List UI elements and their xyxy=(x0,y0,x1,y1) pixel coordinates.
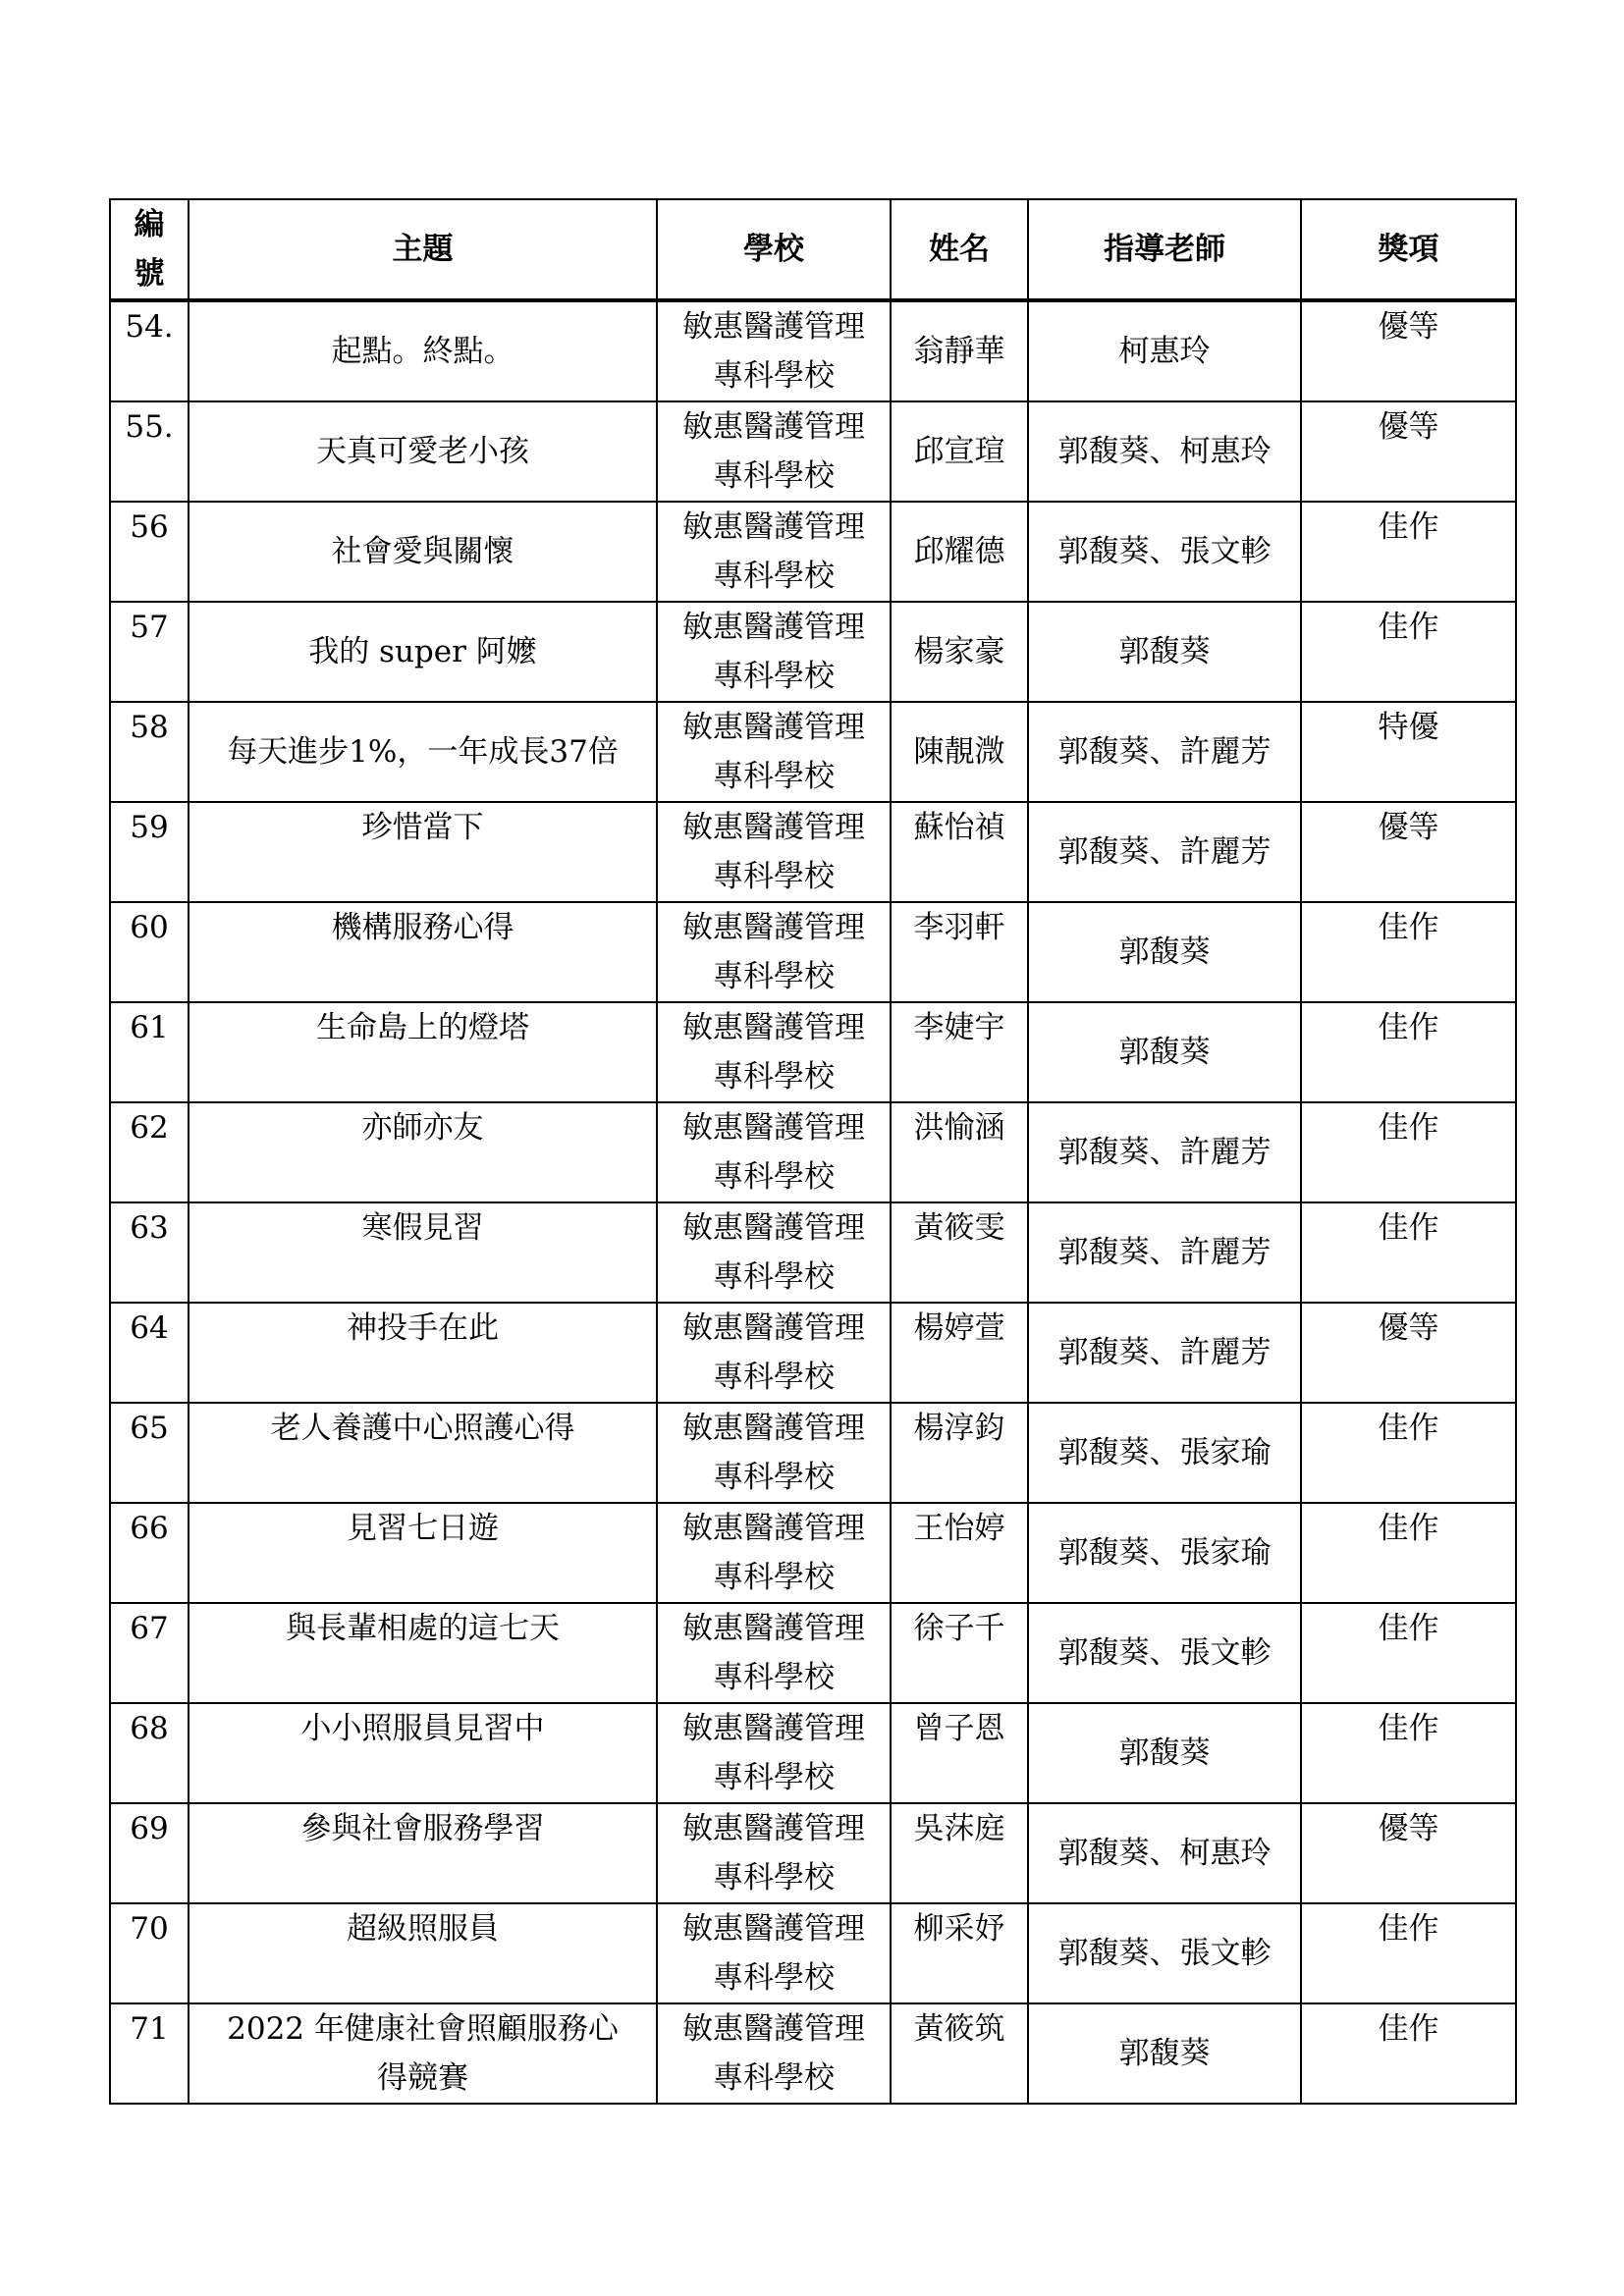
cell-student-name: 黃筱雯 xyxy=(891,1202,1028,1303)
cell-award: 佳作 xyxy=(1301,1503,1516,1603)
table-row xyxy=(110,1303,1516,1403)
cell-student-name: 楊淳鈞 xyxy=(891,1403,1028,1503)
cell-student-name: 楊婷萱 xyxy=(891,1303,1028,1403)
table-row xyxy=(110,1603,1516,1703)
cell-award: 佳作 xyxy=(1301,1102,1516,1202)
cell-topic: 老人養護中心照護心得 xyxy=(189,1403,657,1503)
cell-topic: 起點。終點。 xyxy=(189,300,657,401)
cell-number: 68 xyxy=(110,1703,189,1803)
cell-number: 66 xyxy=(110,1503,189,1603)
cell-award: 佳作 xyxy=(1301,1603,1516,1703)
cell-award: 佳作 xyxy=(1301,602,1516,702)
cell-school xyxy=(657,902,891,1002)
cell-school xyxy=(657,1803,891,1903)
cell-school-line2: 專科學校 xyxy=(713,1860,835,1896)
table-row xyxy=(110,300,1516,401)
cell-school xyxy=(657,300,891,401)
header-school: 學校 xyxy=(657,199,891,300)
cell-number: 64 xyxy=(110,1303,189,1403)
cell-school-line2: 專科學校 xyxy=(713,358,835,394)
cell-student-name: 蘇怡禎 xyxy=(891,802,1028,902)
cell-school-line1: 敏惠醫護管理 xyxy=(682,1310,865,1346)
cell-school xyxy=(657,1403,891,1503)
table-row xyxy=(110,902,1516,1002)
cell-topic: 超級照服員 xyxy=(189,1903,657,2003)
cell-student-name: 吳莯庭 xyxy=(891,1803,1028,1903)
cell-school-line2: 專科學校 xyxy=(713,1259,835,1295)
cell-school-line2: 專科學校 xyxy=(713,559,835,594)
cell-school-line1: 敏惠醫護管理 xyxy=(682,509,865,545)
cell-school-line2: 專科學校 xyxy=(713,1059,835,1095)
cell-number: 62 xyxy=(110,1102,189,1202)
table-row xyxy=(110,1803,1516,1903)
cell-award: 佳作 xyxy=(1301,1202,1516,1303)
cell-teacher: 郭馥葵、柯惠玲 xyxy=(1028,401,1301,502)
cell-topic: 小小照服員見習中 xyxy=(189,1703,657,1803)
cell-number: 61 xyxy=(110,1002,189,1102)
cell-school-line2: 專科學校 xyxy=(713,1660,835,1695)
cell-teacher: 郭馥葵、張文軫 xyxy=(1028,502,1301,602)
cell-student-name: 徐子千 xyxy=(891,1603,1028,1703)
cell-student-name: 曾子恩 xyxy=(891,1703,1028,1803)
table-row xyxy=(110,1503,1516,1603)
cell-school-line1: 敏惠醫護管理 xyxy=(682,1811,865,1846)
cell-school-line1: 敏惠醫護管理 xyxy=(682,1110,865,1146)
cell-student-name: 李羽軒 xyxy=(891,902,1028,1002)
cell-school-line2: 專科學校 xyxy=(713,1560,835,1595)
header-row xyxy=(110,199,1516,300)
table-header xyxy=(110,199,1516,300)
table-row xyxy=(110,802,1516,902)
cell-school-line1: 敏惠醫護管理 xyxy=(682,1611,865,1646)
cell-teacher: 郭馥葵 xyxy=(1028,1002,1301,1102)
cell-school xyxy=(657,602,891,702)
cell-number: 65 xyxy=(110,1403,189,1503)
cell-school-line1: 敏惠醫護管理 xyxy=(682,1010,865,1045)
cell-teacher: 郭馥葵、許麗芳 xyxy=(1028,1202,1301,1303)
cell-award: 佳作 xyxy=(1301,502,1516,602)
cell-student-name: 李婕宇 xyxy=(891,1002,1028,1102)
cell-topic: 寒假見習 xyxy=(189,1202,657,1303)
cell-topic: 天真可愛老小孩 xyxy=(189,401,657,502)
cell-student-name: 黃筱筑 xyxy=(891,2003,1028,2104)
cell-school-line2: 專科學校 xyxy=(713,759,835,794)
cell-school xyxy=(657,502,891,602)
header-number xyxy=(110,199,189,300)
cell-school-line1: 敏惠醫護管理 xyxy=(682,1210,865,1246)
cell-school xyxy=(657,802,891,902)
header-topic: 主題 xyxy=(189,199,657,300)
cell-school xyxy=(657,702,891,802)
cell-student-name: 翁靜華 xyxy=(891,300,1028,401)
cell-school xyxy=(657,1703,891,1803)
cell-award: 佳作 xyxy=(1301,1903,1516,2003)
header-name: 姓名 xyxy=(891,199,1028,300)
cell-school-line2: 專科學校 xyxy=(713,859,835,894)
cell-teacher: 郭馥葵、許麗芳 xyxy=(1028,702,1301,802)
cell-number: 71 xyxy=(110,2003,189,2104)
cell-teacher: 郭馥葵、許麗芳 xyxy=(1028,802,1301,902)
header-number-line2: 號 xyxy=(134,256,165,292)
cell-topic: 參與社會服務學習 xyxy=(189,1803,657,1903)
cell-topic: 與長輩相處的這七天 xyxy=(189,1603,657,1703)
cell-school xyxy=(657,1603,891,1703)
cell-school xyxy=(657,1002,891,1102)
cell-award: 優等 xyxy=(1301,1303,1516,1403)
cell-number: 55. xyxy=(110,401,189,502)
cell-teacher: 柯惠玲 xyxy=(1028,300,1301,401)
cell-teacher: 郭馥葵 xyxy=(1028,1703,1301,1803)
cell-school-line1: 敏惠醫護管理 xyxy=(682,910,865,945)
awards-table xyxy=(109,198,1517,2105)
cell-award: 優等 xyxy=(1301,802,1516,902)
cell-topic xyxy=(189,2003,657,2104)
cell-school-line1: 敏惠醫護管理 xyxy=(682,309,865,345)
cell-student-name: 陳靚溦 xyxy=(891,702,1028,802)
header-teacher: 指導老師 xyxy=(1028,199,1301,300)
cell-topic: 機構服務心得 xyxy=(189,902,657,1002)
cell-topic: 社會愛與關懷 xyxy=(189,502,657,602)
cell-school-line1: 敏惠醫護管理 xyxy=(682,710,865,745)
table-row xyxy=(110,502,1516,602)
cell-school xyxy=(657,1503,891,1603)
cell-school xyxy=(657,1903,891,2003)
table-row xyxy=(110,2003,1516,2104)
cell-number: 69 xyxy=(110,1803,189,1903)
cell-school-line1: 敏惠醫護管理 xyxy=(682,1411,865,1446)
cell-school xyxy=(657,2003,891,2104)
cell-school xyxy=(657,401,891,502)
cell-award: 特優 xyxy=(1301,702,1516,802)
cell-student-name: 邱耀德 xyxy=(891,502,1028,602)
cell-topic: 生命島上的燈塔 xyxy=(189,1002,657,1102)
cell-school-line2: 專科學校 xyxy=(713,458,835,494)
table-row xyxy=(110,1202,1516,1303)
cell-teacher: 郭馥葵、張家瑜 xyxy=(1028,1403,1301,1503)
cell-teacher: 郭馥葵 xyxy=(1028,2003,1301,2104)
cell-school xyxy=(657,1202,891,1303)
cell-teacher: 郭馥葵、許麗芳 xyxy=(1028,1303,1301,1403)
table-row xyxy=(110,1703,1516,1803)
cell-number: 60 xyxy=(110,902,189,1002)
cell-topic: 我的 super 阿嬤 xyxy=(189,602,657,702)
cell-number: 63 xyxy=(110,1202,189,1303)
header-award: 獎項 xyxy=(1301,199,1516,300)
cell-topic: 神投手在此 xyxy=(189,1303,657,1403)
cell-school-line1: 敏惠醫護管理 xyxy=(682,1711,865,1746)
cell-school-line2: 專科學校 xyxy=(713,659,835,694)
cell-school-line2: 專科學校 xyxy=(713,2060,835,2096)
cell-award: 佳作 xyxy=(1301,2003,1516,2104)
table-row xyxy=(110,702,1516,802)
cell-award: 優等 xyxy=(1301,401,1516,502)
cell-number: 70 xyxy=(110,1903,189,2003)
table-row xyxy=(110,1403,1516,1503)
cell-school-line2: 專科學校 xyxy=(713,1960,835,1996)
cell-teacher: 郭馥葵 xyxy=(1028,602,1301,702)
table-row xyxy=(110,1002,1516,1102)
cell-teacher: 郭馥葵、柯惠玲 xyxy=(1028,1803,1301,1903)
cell-number: 67 xyxy=(110,1603,189,1703)
cell-student-name: 楊家豪 xyxy=(891,602,1028,702)
table-row xyxy=(110,602,1516,702)
cell-student-name: 王怡婷 xyxy=(891,1503,1028,1603)
cell-topic: 見習七日遊 xyxy=(189,1503,657,1603)
cell-school-line1: 敏惠醫護管理 xyxy=(682,2011,865,2047)
cell-teacher: 郭馥葵、張家瑜 xyxy=(1028,1503,1301,1603)
cell-teacher: 郭馥葵、張文軫 xyxy=(1028,1903,1301,2003)
cell-teacher: 郭馥葵 xyxy=(1028,902,1301,1002)
cell-school-line2: 專科學校 xyxy=(713,1159,835,1195)
cell-teacher: 郭馥葵、張文軫 xyxy=(1028,1603,1301,1703)
cell-school-line1: 敏惠醫護管理 xyxy=(682,810,865,845)
cell-award: 佳作 xyxy=(1301,1703,1516,1803)
cell-number: 57 xyxy=(110,602,189,702)
cell-school-line2: 專科學校 xyxy=(713,1360,835,1395)
cell-award: 佳作 xyxy=(1301,1002,1516,1102)
table-row xyxy=(110,401,1516,502)
cell-number: 54. xyxy=(110,300,189,401)
cell-student-name: 洪愉涵 xyxy=(891,1102,1028,1202)
cell-number: 59 xyxy=(110,802,189,902)
cell-award: 優等 xyxy=(1301,1803,1516,1903)
cell-teacher: 郭馥葵、許麗芳 xyxy=(1028,1102,1301,1202)
cell-school-line1: 敏惠醫護管理 xyxy=(682,409,865,445)
cell-school-line1: 敏惠醫護管理 xyxy=(682,610,865,645)
cell-school-line2: 專科學校 xyxy=(713,1760,835,1795)
cell-award: 佳作 xyxy=(1301,902,1516,1002)
cell-topic: 珍惜當下 xyxy=(189,802,657,902)
cell-topic-line2: 得競賽 xyxy=(377,2060,468,2096)
cell-school-line1: 敏惠醫護管理 xyxy=(682,1511,865,1546)
cell-student-name: 柳采妤 xyxy=(891,1903,1028,2003)
cell-topic-line1: 2022 年健康社會照顧服務心 xyxy=(227,2011,619,2047)
cell-school-line1: 敏惠醫護管理 xyxy=(682,1911,865,1947)
cell-school xyxy=(657,1303,891,1403)
table-row xyxy=(110,1903,1516,2003)
cell-school-line2: 專科學校 xyxy=(713,959,835,994)
cell-number: 58 xyxy=(110,702,189,802)
cell-number: 56 xyxy=(110,502,189,602)
table-row xyxy=(110,1102,1516,1202)
cell-award: 優等 xyxy=(1301,300,1516,401)
cell-school xyxy=(657,1102,891,1202)
header-number-line1: 編 xyxy=(134,207,165,242)
cell-topic: 亦師亦友 xyxy=(189,1102,657,1202)
cell-school-line2: 專科學校 xyxy=(713,1460,835,1495)
table-body xyxy=(110,300,1516,2104)
cell-student-name: 邱宣瑄 xyxy=(891,401,1028,502)
cell-topic: 每天進步1%，一年成長37倍 xyxy=(189,702,657,802)
cell-award: 佳作 xyxy=(1301,1403,1516,1503)
